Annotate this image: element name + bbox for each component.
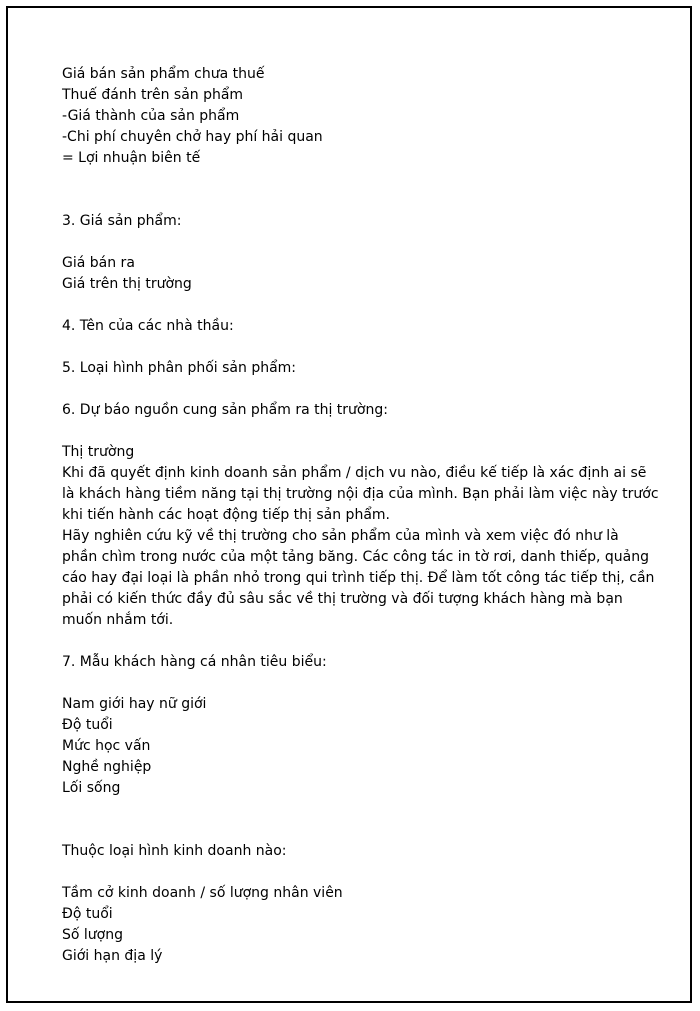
section-heading-3: 3. Giá sản phẩm:: [62, 213, 182, 229]
pricing-breakdown: [62, 64, 642, 169]
list-item: Nghề nghiệp: [62, 759, 152, 775]
paragraph-line: phần chìm trong nước của một tảng băng. Các công tác in tờ rơi, danh thiếp, quảng: [62, 549, 649, 565]
section-heading-7: 7. Mẫu khách hàng cá nhân tiêu biểu:: [62, 654, 327, 670]
market-paragraph-1: [62, 463, 659, 526]
section-heading-5: 5. Loại hình phân phối sản phẩm:: [62, 360, 297, 376]
list-item: Giá bán ra: [62, 255, 135, 271]
list-item: Số lượng: [62, 927, 123, 943]
list-item: Mức học vấn: [62, 738, 151, 754]
paragraph-line: muốn nhắm tới.: [62, 612, 174, 628]
paragraph-line: khi tiến hành các hoạt động tiếp thị sản phẩm.: [62, 507, 390, 523]
paragraph-line: Hãy nghiên cứu kỹ về thị trường cho sản phẩm của mình và xem việc đó như là: [62, 528, 619, 544]
paragraph-line: là khách hàng tiềm năng tại thị trường nội địa của mình. Bạn phải làm việc này trước: [62, 486, 659, 502]
list-item: Lối sống: [62, 780, 121, 796]
market-subheading: Thị trường: [62, 444, 135, 460]
paragraph-line: cáo hay đại loại là phần nhỏ trong qui trình tiếp thị. Để làm tốt công tác tiếp thị, cần: [62, 570, 655, 586]
section-heading-6: 6. Dự báo nguồn cung sản phẩm ra thị trường:: [62, 402, 388, 418]
paragraph-line: Khi đã quyết định kinh doanh sản phẩm / dịch vu nào, điều kế tiếp là xác định ai sẽ: [62, 465, 647, 481]
list-item: Giới hạn địa lý: [62, 948, 163, 964]
document-body: [62, 64, 659, 967]
list-item: Giá trên thị trường: [62, 276, 192, 292]
list-item: Nam giới hay nữ giới: [62, 696, 207, 712]
pricing-line: = Lợi nhuận biên tế: [62, 150, 201, 166]
list-item: Độ tuổi: [62, 717, 113, 733]
pricing-line: -Giá thành của sản phẩm: [62, 108, 240, 124]
list-item: Tầm cở kinh doanh / số lượng nhân viên: [62, 885, 343, 901]
paragraph-line: phải có kiến thức đầy đủ sâu sắc về thị trường và đối tượng khách hàng mà bạn: [62, 591, 623, 607]
list-item: Độ tuổi: [62, 906, 113, 922]
business-type-heading: Thuộc loại hình kinh doanh nào:: [62, 843, 287, 859]
pricing-line: -Chi phí chuyên chở hay phí hải quan: [62, 129, 323, 145]
section-heading-4: 4. Tên của các nhà thầu:: [62, 318, 234, 334]
pricing-line: Giá bán sản phẩm chưa thuế: [62, 66, 265, 82]
market-paragraph-2: [62, 526, 655, 631]
pricing-line: Thuế đánh trên sản phẩm: [62, 87, 244, 103]
